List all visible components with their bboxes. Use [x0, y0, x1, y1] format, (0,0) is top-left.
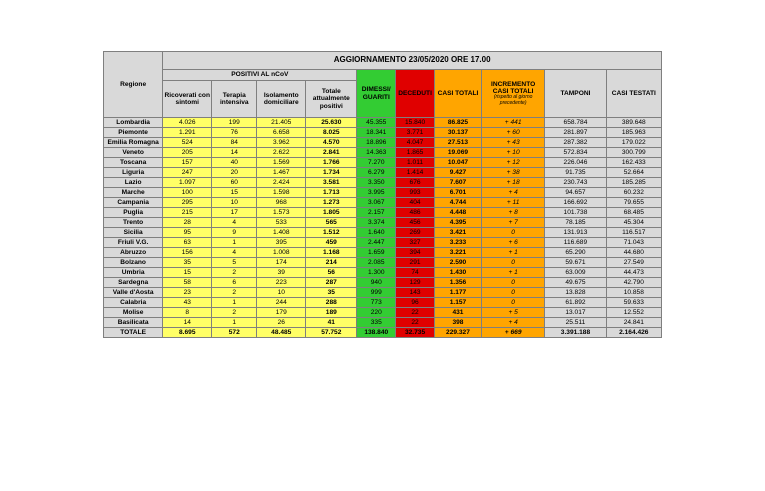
isolamento-cell: 1.008	[257, 248, 306, 258]
isolamento-cell: 2.622	[257, 148, 306, 158]
casi-testati-cell: 2.164.426	[606, 328, 661, 338]
deceduti-cell: 327	[396, 238, 435, 248]
tamponi-cell: 101.738	[545, 208, 606, 218]
ricoverati-cell: 23	[163, 288, 212, 298]
casi-totali-cell: 1.177	[434, 288, 481, 298]
incremento-cell: + 12	[481, 158, 544, 168]
totale-positivi-cell: 1.805	[306, 208, 357, 218]
table-row	[104, 158, 662, 168]
region-cell: Marche	[104, 188, 163, 198]
terapia-cell: 2	[212, 268, 257, 278]
deceduti-cell: 143	[396, 288, 435, 298]
deceduti-cell: 291	[396, 258, 435, 268]
ricoverati-cell: 63	[163, 238, 212, 248]
tamponi-cell: 3.391.188	[545, 328, 606, 338]
casi-totali-cell: 1.157	[434, 298, 481, 308]
deceduti-cell: 404	[396, 198, 435, 208]
table-row	[104, 178, 662, 188]
dimessi-cell: 138.840	[357, 328, 396, 338]
casi-totali-cell: 9.427	[434, 168, 481, 178]
casi-testati-cell: 27.549	[606, 258, 661, 268]
table-row	[104, 218, 662, 228]
incremento-header-label: INCREMENTO CASI TOTALI	[491, 80, 536, 95]
ricoverati-cell: 100	[163, 188, 212, 198]
table-row	[104, 208, 662, 218]
deceduti-cell: 1.414	[396, 168, 435, 178]
casi-totali-cell: 4.744	[434, 198, 481, 208]
casi-testati-cell: 179.022	[606, 138, 661, 148]
casi-testati-cell: 44.680	[606, 248, 661, 258]
tamponi-cell: 61.892	[545, 298, 606, 308]
totale-positivi-cell: 189	[306, 308, 357, 318]
tamponi-cell: 572.834	[545, 148, 606, 158]
tamponi-cell: 91.735	[545, 168, 606, 178]
ricoverati-cell: 157	[163, 158, 212, 168]
isolamento-cell: 533	[257, 218, 306, 228]
ricoverati-cell: 43	[163, 298, 212, 308]
incremento-cell: + 18	[481, 178, 544, 188]
tamponi-header: TAMPONI	[545, 70, 606, 118]
totale-positivi-cell: 8.025	[306, 128, 357, 138]
tamponi-cell: 13.017	[545, 308, 606, 318]
casi-testati-cell: 300.799	[606, 148, 661, 158]
terapia-cell: 10	[212, 198, 257, 208]
isolamento-cell: 10	[257, 288, 306, 298]
casi-totali-cell: 30.137	[434, 128, 481, 138]
totale-positivi-cell: 3.581	[306, 178, 357, 188]
totale-positivi-cell: 1.168	[306, 248, 357, 258]
region-cell: Sardegna	[104, 278, 163, 288]
terapia-cell: 2	[212, 288, 257, 298]
incremento-cell: + 10	[481, 148, 544, 158]
totale-positivi-cell: 57.752	[306, 328, 357, 338]
region-cell: Piemonte	[104, 128, 163, 138]
totale-positivi-cell: 459	[306, 238, 357, 248]
dimessi-cell: 999	[357, 288, 396, 298]
dimessi-cell: 3.995	[357, 188, 396, 198]
tamponi-cell: 166.692	[545, 198, 606, 208]
terapia-cell: 40	[212, 158, 257, 168]
tamponi-cell: 49.675	[545, 278, 606, 288]
casi-totali-cell: 7.607	[434, 178, 481, 188]
incremento-cell: + 1	[481, 268, 544, 278]
casi-testati-cell: 45.304	[606, 218, 661, 228]
deceduti-cell: 269	[396, 228, 435, 238]
tamponi-cell: 226.046	[545, 158, 606, 168]
casi-testati-header: CASI TESTATI	[606, 70, 661, 118]
isolamento-cell: 6.658	[257, 128, 306, 138]
ricoverati-cell: 95	[163, 228, 212, 238]
deceduti-cell: 1.865	[396, 148, 435, 158]
tamponi-cell: 25.511	[545, 318, 606, 328]
region-cell: Liguria	[104, 168, 163, 178]
tamponi-cell: 287.382	[545, 138, 606, 148]
casi-totali-cell: 2.590	[434, 258, 481, 268]
deceduti-cell: 74	[396, 268, 435, 278]
deceduti-cell: 993	[396, 188, 435, 198]
deceduti-cell: 32.735	[396, 328, 435, 338]
region-cell: Friuli V.G.	[104, 238, 163, 248]
table-row	[104, 308, 662, 318]
ricoverati-cell: 15	[163, 268, 212, 278]
terapia-cell: 572	[212, 328, 257, 338]
region-cell: Trento	[104, 218, 163, 228]
incremento-cell: + 4	[481, 188, 544, 198]
table-title: AGGIORNAMENTO 23/05/2020 ORE 17.00	[163, 52, 662, 70]
casi-testati-cell: 42.790	[606, 278, 661, 288]
isolamento-cell: 21.405	[257, 118, 306, 128]
deceduti-cell: 15.840	[396, 118, 435, 128]
totale-positivi-cell: 41	[306, 318, 357, 328]
incremento-cell: + 38	[481, 168, 544, 178]
incremento-cell: + 43	[481, 138, 544, 148]
totale-positivi-cell: 287	[306, 278, 357, 288]
deceduti-cell: 4.047	[396, 138, 435, 148]
casi-testati-cell: 60.232	[606, 188, 661, 198]
deceduti-cell: 3.771	[396, 128, 435, 138]
casi-testati-cell: 162.433	[606, 158, 661, 168]
table-row	[104, 268, 662, 278]
ricoverati-cell: 524	[163, 138, 212, 148]
dimessi-cell: 335	[357, 318, 396, 328]
casi-totali-header: CASI TOTALI	[434, 70, 481, 118]
casi-testati-cell: 12.552	[606, 308, 661, 318]
isolamento-cell: 1.408	[257, 228, 306, 238]
casi-totali-cell: 86.825	[434, 118, 481, 128]
dimessi-cell: 7.270	[357, 158, 396, 168]
dimessi-cell: 220	[357, 308, 396, 318]
table-row	[104, 148, 662, 158]
casi-testati-cell: 185.963	[606, 128, 661, 138]
terapia-cell: 199	[212, 118, 257, 128]
incremento-cell: + 1	[481, 248, 544, 258]
ricoverati-cell: 215	[163, 208, 212, 218]
casi-totali-cell: 6.701	[434, 188, 481, 198]
casi-totali-cell: 3.421	[434, 228, 481, 238]
deceduti-cell: 486	[396, 208, 435, 218]
totale-positivi-cell: 1.273	[306, 198, 357, 208]
casi-testati-cell: 79.655	[606, 198, 661, 208]
totale-positivi-cell: 1.766	[306, 158, 357, 168]
ricoverati-cell: 205	[163, 148, 212, 158]
casi-totali-cell: 27.513	[434, 138, 481, 148]
incremento-cell: + 5	[481, 308, 544, 318]
ricoverati-cell: 295	[163, 198, 212, 208]
isolamento-cell: 1.598	[257, 188, 306, 198]
terapia-cell: 1	[212, 318, 257, 328]
totale-positivi-cell: 214	[306, 258, 357, 268]
tamponi-cell: 230.743	[545, 178, 606, 188]
ricoverati-cell: 14	[163, 318, 212, 328]
casi-totali-cell: 19.069	[434, 148, 481, 158]
casi-totali-cell: 1.356	[434, 278, 481, 288]
terapia-cell: 76	[212, 128, 257, 138]
isolamento-cell: 48.485	[257, 328, 306, 338]
terapia-cell: 20	[212, 168, 257, 178]
dimessi-cell: 2.447	[357, 238, 396, 248]
deceduti-cell: 1.011	[396, 158, 435, 168]
terapia-cell: 6	[212, 278, 257, 288]
dimessi-cell: 18.896	[357, 138, 396, 148]
casi-testati-cell: 389.648	[606, 118, 661, 128]
totale-positivi-cell: 1.512	[306, 228, 357, 238]
region-cell: Basilicata	[104, 318, 163, 328]
table-row	[104, 228, 662, 238]
isolamento-cell: 968	[257, 198, 306, 208]
table-row	[104, 198, 662, 208]
tamponi-cell: 131.913	[545, 228, 606, 238]
tamponi-cell: 281.897	[545, 128, 606, 138]
ricoverati-cell: 8.695	[163, 328, 212, 338]
dimessi-cell: 773	[357, 298, 396, 308]
region-cell: Abruzzo	[104, 248, 163, 258]
casi-testati-cell: 71.043	[606, 238, 661, 248]
ricoverati-cell: 156	[163, 248, 212, 258]
deceduti-cell: 394	[396, 248, 435, 258]
totale-positivi-cell: 25.630	[306, 118, 357, 128]
region-cell: Campania	[104, 198, 163, 208]
incremento-cell: + 7	[481, 218, 544, 228]
incremento-header-note: (rispetto al giorno precedente)	[493, 94, 533, 106]
casi-totali-cell: 3.233	[434, 238, 481, 248]
casi-testati-cell: 52.664	[606, 168, 661, 178]
terapia-cell: 4	[212, 248, 257, 258]
deceduti-cell: 456	[396, 218, 435, 228]
totale-positivi-cell: 1.713	[306, 188, 357, 198]
tamponi-cell: 13.828	[545, 288, 606, 298]
terapia-cell: 14	[212, 148, 257, 158]
tamponi-cell: 63.009	[545, 268, 606, 278]
deceduti-cell: 22	[396, 308, 435, 318]
tamponi-cell: 59.671	[545, 258, 606, 268]
table-row	[104, 248, 662, 258]
casi-testati-cell: 59.633	[606, 298, 661, 308]
ricoverati-cell: 58	[163, 278, 212, 288]
dimessi-header: DIMESSI/ GUARITI	[357, 70, 396, 118]
region-cell: Toscana	[104, 158, 163, 168]
dimessi-cell: 6.279	[357, 168, 396, 178]
casi-totali-cell: 431	[434, 308, 481, 318]
isolamento-cell: 39	[257, 268, 306, 278]
casi-testati-cell: 24.841	[606, 318, 661, 328]
isolamento-cell: 244	[257, 298, 306, 308]
table-row	[104, 318, 662, 328]
casi-totali-cell: 229.327	[434, 328, 481, 338]
ricoverati-cell: 1.291	[163, 128, 212, 138]
totale-positivi-cell: 1.734	[306, 168, 357, 178]
ricoverati-header: Ricoverati con sintomi	[163, 81, 212, 118]
casi-totali-cell: 10.047	[434, 158, 481, 168]
dimessi-cell: 1.659	[357, 248, 396, 258]
totale-positivi-cell: 56	[306, 268, 357, 278]
tamponi-cell: 65.290	[545, 248, 606, 258]
covid-data-table	[103, 51, 662, 338]
deceduti-cell: 96	[396, 298, 435, 308]
region-cell: Veneto	[104, 148, 163, 158]
totale-positivi-cell: 35	[306, 288, 357, 298]
ricoverati-cell: 1.097	[163, 178, 212, 188]
incremento-cell: 0	[481, 278, 544, 288]
table-row	[104, 128, 662, 138]
incremento-cell: + 669	[481, 328, 544, 338]
region-cell: Sicilia	[104, 228, 163, 238]
incremento-cell: 0	[481, 258, 544, 268]
terapia-cell: 2	[212, 308, 257, 318]
terapia-cell: 15	[212, 188, 257, 198]
casi-totali-cell: 1.430	[434, 268, 481, 278]
casi-testati-cell: 116.517	[606, 228, 661, 238]
dimessi-cell: 2.085	[357, 258, 396, 268]
incremento-cell: 0	[481, 298, 544, 308]
table-row	[104, 118, 662, 128]
terapia-cell: 1	[212, 238, 257, 248]
incremento-header	[481, 70, 544, 118]
isolamento-cell: 1.573	[257, 208, 306, 218]
isolamento-cell: 1.569	[257, 158, 306, 168]
totale-positivi-cell: 4.570	[306, 138, 357, 148]
isolamento-cell: 223	[257, 278, 306, 288]
positivi-group-header: POSITIVI AL nCoV	[163, 70, 357, 81]
deceduti-cell: 676	[396, 178, 435, 188]
region-cell: Bolzano	[104, 258, 163, 268]
ricoverati-cell: 28	[163, 218, 212, 228]
isolamento-cell: 179	[257, 308, 306, 318]
ricoverati-cell: 4.026	[163, 118, 212, 128]
region-cell: Umbria	[104, 268, 163, 278]
isolamento-cell: 2.424	[257, 178, 306, 188]
region-cell: Molise	[104, 308, 163, 318]
isolamento-header: Isolamento domiciliare	[257, 81, 306, 118]
table-row	[104, 258, 662, 268]
terapia-header: Terapia intensiva	[212, 81, 257, 118]
terapia-cell: 60	[212, 178, 257, 188]
isolamento-cell: 26	[257, 318, 306, 328]
ricoverati-cell: 247	[163, 168, 212, 178]
dimessi-cell: 45.355	[357, 118, 396, 128]
terapia-cell: 1	[212, 298, 257, 308]
dimessi-cell: 18.341	[357, 128, 396, 138]
incremento-cell: 0	[481, 228, 544, 238]
incremento-cell: + 11	[481, 198, 544, 208]
isolamento-cell: 395	[257, 238, 306, 248]
dimessi-cell: 3.067	[357, 198, 396, 208]
casi-totali-cell: 3.221	[434, 248, 481, 258]
region-cell: TOTALE	[104, 328, 163, 338]
incremento-cell: + 441	[481, 118, 544, 128]
isolamento-cell: 1.467	[257, 168, 306, 178]
totale-row	[104, 328, 662, 338]
totale-positivi-header: Totale attualmente positivi	[306, 81, 357, 118]
dimessi-cell: 3.350	[357, 178, 396, 188]
casi-totali-cell: 398	[434, 318, 481, 328]
incremento-cell: + 4	[481, 318, 544, 328]
dimessi-cell: 3.374	[357, 218, 396, 228]
totale-positivi-cell: 288	[306, 298, 357, 308]
terapia-cell: 5	[212, 258, 257, 268]
terapia-cell: 9	[212, 228, 257, 238]
dimessi-cell: 2.157	[357, 208, 396, 218]
isolamento-cell: 174	[257, 258, 306, 268]
ricoverati-cell: 8	[163, 308, 212, 318]
dimessi-cell: 940	[357, 278, 396, 288]
table-row	[104, 298, 662, 308]
casi-testati-cell: 185.285	[606, 178, 661, 188]
table-row	[104, 278, 662, 288]
region-cell: Calabria	[104, 298, 163, 308]
terapia-cell: 17	[212, 208, 257, 218]
table-row	[104, 188, 662, 198]
isolamento-cell: 3.962	[257, 138, 306, 148]
table-row	[104, 238, 662, 248]
regione-header: Regione	[104, 52, 163, 118]
ricoverati-cell: 35	[163, 258, 212, 268]
deceduti-cell: 129	[396, 278, 435, 288]
region-cell: Valle d'Aosta	[104, 288, 163, 298]
incremento-cell: + 60	[481, 128, 544, 138]
casi-totali-cell: 4.448	[434, 208, 481, 218]
incremento-cell: + 8	[481, 208, 544, 218]
deceduti-cell: 22	[396, 318, 435, 328]
totale-positivi-cell: 565	[306, 218, 357, 228]
region-cell: Puglia	[104, 208, 163, 218]
dimessi-cell: 1.300	[357, 268, 396, 278]
tamponi-cell: 78.185	[545, 218, 606, 228]
tamponi-cell: 94.657	[545, 188, 606, 198]
region-cell: Lazio	[104, 178, 163, 188]
terapia-cell: 4	[212, 218, 257, 228]
dimessi-cell: 14.363	[357, 148, 396, 158]
tamponi-cell: 116.689	[545, 238, 606, 248]
incremento-cell: 0	[481, 288, 544, 298]
casi-testati-cell: 44.473	[606, 268, 661, 278]
terapia-cell: 84	[212, 138, 257, 148]
table-row	[104, 138, 662, 148]
table-row	[104, 288, 662, 298]
table-row	[104, 168, 662, 178]
region-cell: Lombardia	[104, 118, 163, 128]
incremento-cell: + 6	[481, 238, 544, 248]
deceduti-header: DECEDUTI	[396, 70, 435, 118]
casi-totali-cell: 4.395	[434, 218, 481, 228]
casi-testati-cell: 68.485	[606, 208, 661, 218]
region-cell: Emilia Romagna	[104, 138, 163, 148]
casi-testati-cell: 10.858	[606, 288, 661, 298]
dimessi-cell: 1.640	[357, 228, 396, 238]
totale-positivi-cell: 2.841	[306, 148, 357, 158]
tamponi-cell: 658.784	[545, 118, 606, 128]
